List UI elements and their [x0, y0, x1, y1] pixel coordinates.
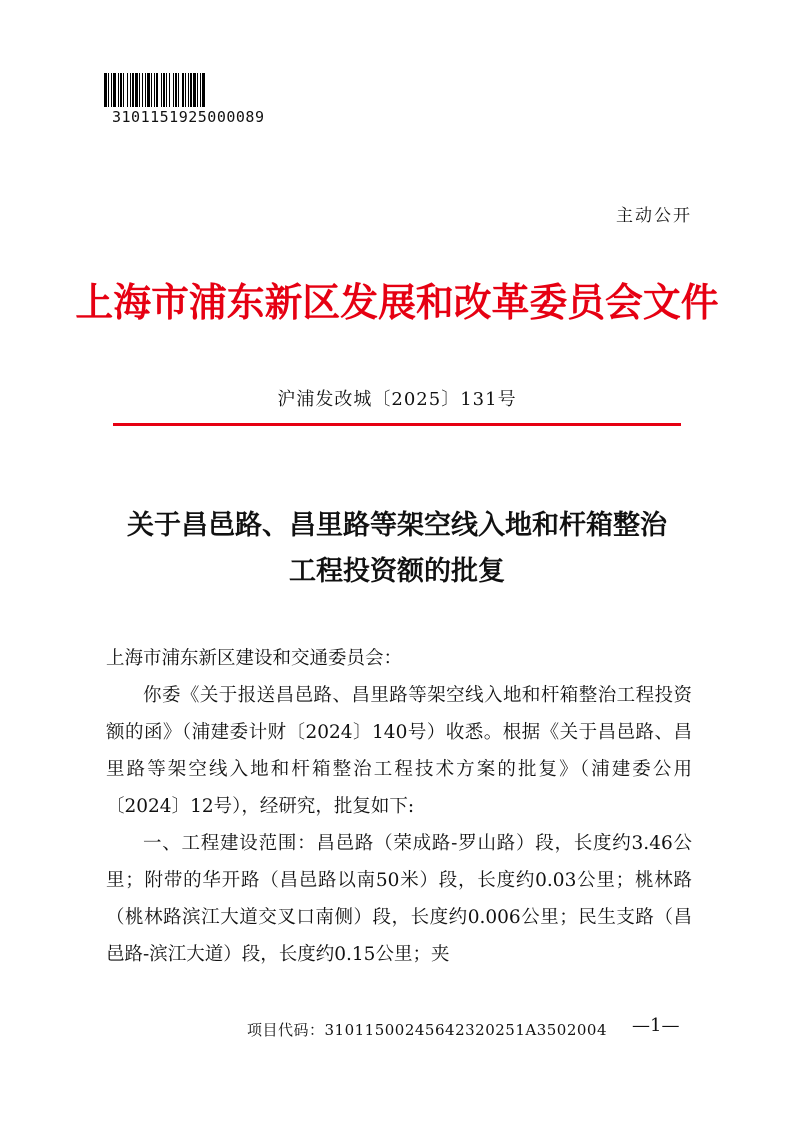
masthead: 上海市浦东新区发展和改革委员会文件 — [75, 280, 719, 326]
document-title — [0, 503, 794, 595]
document-number: 沪浦发改城〔2025〕131号 — [277, 389, 517, 410]
title-line-2: 工程投资额的批复 — [289, 556, 505, 587]
title-line-1: 关于昌邑路、昌里路等架空线入地和杆箱整治 — [127, 510, 667, 541]
barcode-graphic — [104, 73, 296, 107]
disclosure-label: 主动公开 — [616, 206, 692, 226]
body-paragraph: 你委《关于报送昌邑路、昌里路等架空线入地和杆箱整治工程投资额的函》（浦建委计财〔2024〕140号）收悉。根据《关于昌邑路、昌里路等架空线入地和杆箱整治工程技术方案的批复》（浦建委公用〔2024〕12号），经研究，批复如下: — [106, 685, 692, 817]
page-number: —1— — [632, 1015, 680, 1036]
document-body — [106, 640, 692, 973]
body-paragraph: 一、工程建设范围：昌邑路（荣成路-罗山路）段，长度约3.46公里；附带的华开路（昌邑路以南50米）段，长度约0.03公里；桃林路（桃林路滨江大道交叉口南侧）段，长度约0.006公里；民生支路（昌邑路-滨江大道）段，长度约0.15公里；夹 — [106, 833, 692, 965]
red-divider — [113, 423, 681, 426]
barcode-number: 3101151925000089 — [112, 108, 265, 126]
addressee: 上海市浦东新区建设和交通委员会： — [106, 648, 403, 669]
barcode-bar — [202, 73, 205, 107]
project-code: 项目代码：31011500245642320251A3502004 — [247, 1021, 608, 1039]
